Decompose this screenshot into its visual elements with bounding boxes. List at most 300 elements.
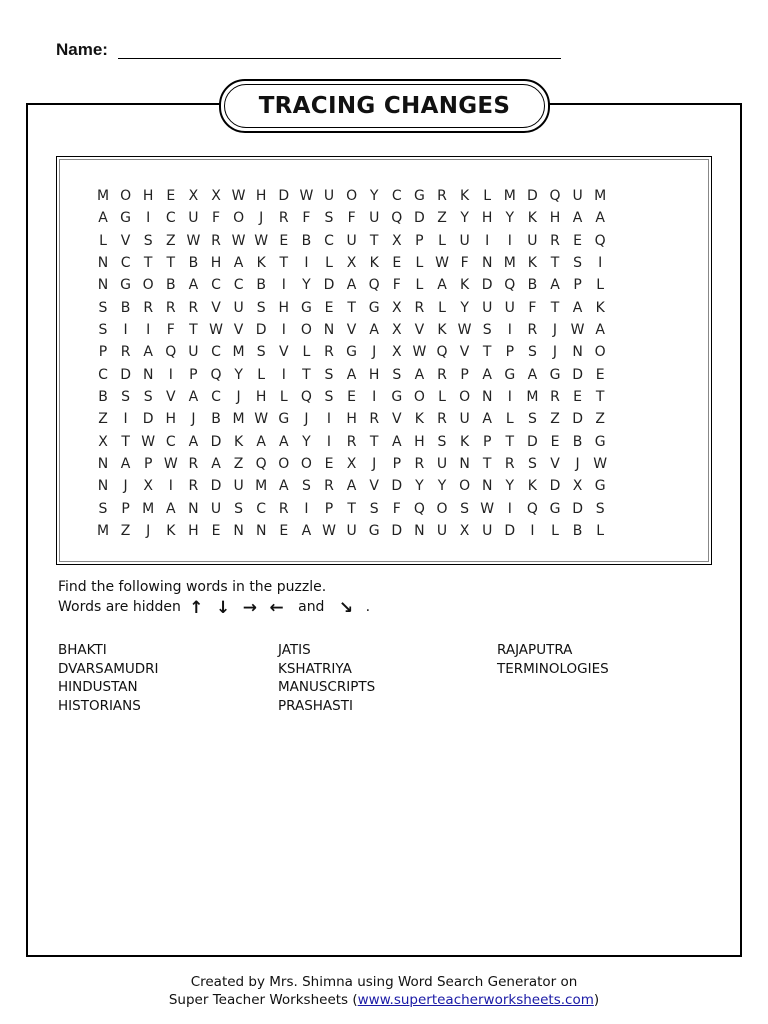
puzzle-cell[interactable]: Y [505,210,515,227]
puzzle-cell[interactable]: O [436,500,448,517]
puzzle-cell[interactable]: A [527,366,538,383]
puzzle-cell[interactable]: Z [233,455,244,472]
puzzle-cell[interactable]: T [302,366,311,383]
puzzle-cell[interactable]: F [166,321,175,338]
puzzle-cell[interactable]: G [120,277,132,294]
puzzle-cell[interactable]: J [191,411,196,428]
puzzle-cell[interactable]: Z [437,210,447,227]
puzzle-cell[interactable]: I [281,277,286,294]
puzzle-cell[interactable]: D [323,277,335,294]
puzzle-cell[interactable]: N [459,455,470,472]
puzzle-cell[interactable]: D [527,188,538,204]
puzzle-cell[interactable]: G [549,366,561,383]
puzzle-cell[interactable]: D [210,433,222,450]
puzzle-cell[interactable]: F [392,500,401,517]
puzzle-cell[interactable]: E [324,455,334,472]
puzzle-cell[interactable]: J [552,344,558,361]
puzzle-cell[interactable]: E [595,366,605,383]
puzzle-cell[interactable]: A [346,277,357,294]
puzzle-cell[interactable]: Z [120,522,131,539]
puzzle-cell[interactable]: Q [210,366,222,383]
puzzle-cell[interactable]: G [368,522,380,539]
puzzle-cell[interactable]: C [165,433,176,450]
puzzle-cell[interactable]: H [368,366,380,383]
puzzle-cell[interactable]: A [482,366,492,383]
puzzle-cell[interactable]: X [98,433,108,450]
puzzle-cell[interactable]: S [98,321,108,338]
puzzle-cell[interactable]: S [324,388,334,405]
puzzle-cell[interactable]: P [324,500,334,517]
puzzle-cell[interactable]: I [326,411,332,428]
puzzle-cell[interactable]: D [391,522,403,539]
puzzle-cell[interactable]: R [346,433,357,450]
puzzle-cell[interactable]: H [255,388,267,405]
puzzle-cell[interactable]: R [211,232,221,249]
puzzle-cell[interactable]: W [231,232,246,249]
puzzle-cell[interactable]: I [507,500,512,517]
puzzle-cell[interactable]: G [594,478,606,495]
puzzle-cell[interactable]: A [595,210,605,227]
puzzle-cell[interactable]: M [96,188,110,204]
puzzle-cell[interactable]: O [233,210,245,227]
puzzle-cell[interactable]: V [346,321,357,338]
puzzle-cell[interactable]: N [97,478,109,495]
puzzle-cell[interactable]: I [168,366,173,383]
puzzle-cell[interactable]: U [188,344,199,361]
puzzle-cell[interactable]: R [437,188,447,204]
puzzle-cell[interactable]: Y [369,188,379,204]
puzzle-cell[interactable]: R [504,455,515,472]
puzzle-cell[interactable]: R [165,299,176,316]
puzzle-cell[interactable]: G [346,344,358,361]
puzzle-cell[interactable]: N [414,522,425,539]
puzzle-cell[interactable]: W [299,188,314,204]
puzzle-cell[interactable]: E [324,299,334,316]
puzzle-cell[interactable]: U [572,188,583,204]
puzzle-cell[interactable]: H [210,254,222,271]
puzzle-cell[interactable]: S [143,388,153,405]
puzzle-cell[interactable]: Q [255,455,267,472]
puzzle-cell[interactable]: L [99,232,107,249]
puzzle-cell[interactable]: J [236,388,241,405]
puzzle-cell[interactable]: S [256,344,266,361]
puzzle-cell[interactable]: F [460,254,469,271]
puzzle-cell[interactable]: A [595,321,605,338]
puzzle-cell[interactable]: A [188,388,199,405]
puzzle-cell[interactable]: I [507,388,512,405]
puzzle-cell[interactable]: E [166,188,176,204]
puzzle-cell[interactable]: H [188,522,199,539]
puzzle-cell[interactable]: R [188,299,199,316]
puzzle-cell[interactable]: P [98,344,108,361]
puzzle-cell[interactable]: J [552,321,558,338]
puzzle-cell[interactable]: O [413,388,425,405]
puzzle-cell[interactable]: I [598,254,603,271]
puzzle-cell[interactable]: N [188,500,199,517]
puzzle-cell[interactable]: Q [436,344,448,361]
puzzle-cell[interactable]: G [278,411,290,428]
puzzle-cell[interactable]: E [550,433,560,450]
puzzle-cell[interactable]: O [300,321,312,338]
puzzle-cell[interactable]: F [392,277,401,294]
puzzle-cell[interactable]: E [347,388,357,405]
puzzle-cell[interactable]: H [142,188,154,204]
puzzle-cell[interactable]: R [437,411,447,428]
puzzle-cell[interactable]: I [281,321,286,338]
puzzle-cell[interactable]: D [572,500,583,517]
puzzle-cell[interactable]: S [573,254,583,271]
puzzle-cell[interactable]: H [414,433,425,450]
puzzle-cell[interactable]: P [143,455,153,472]
puzzle-cell[interactable]: A [414,366,425,383]
puzzle-cell[interactable]: Y [415,478,424,495]
puzzle-cell[interactable]: R [550,388,560,405]
puzzle-cell[interactable]: E [211,522,221,539]
puzzle-cell[interactable]: L [438,232,446,249]
puzzle-cell[interactable]: X [346,455,357,472]
puzzle-cell[interactable]: W [141,433,156,450]
puzzle-cell[interactable]: H [549,210,561,227]
puzzle-cell[interactable]: A [301,522,312,539]
puzzle-cell[interactable]: B [572,522,583,539]
puzzle-cell[interactable]: R [188,478,199,495]
puzzle-cell[interactable]: T [369,232,379,249]
puzzle-cell[interactable]: G [391,388,403,405]
puzzle-cell[interactable]: W [254,232,269,249]
puzzle-cell[interactable]: Q [165,344,177,361]
puzzle-cell[interactable]: U [369,210,380,227]
name-input-line[interactable] [118,58,561,59]
puzzle-cell[interactable]: A [256,433,266,450]
puzzle-cell[interactable]: D [481,277,493,294]
puzzle-cell[interactable]: X [392,299,402,316]
puzzle-cell[interactable]: L [551,522,559,539]
puzzle-cell[interactable]: C [120,254,131,271]
puzzle-cell[interactable]: K [369,254,379,271]
puzzle-cell[interactable]: W [570,321,585,338]
puzzle-cell[interactable]: U [527,232,538,249]
puzzle-cell[interactable]: C [98,366,108,383]
puzzle-cell[interactable]: N [255,522,267,539]
puzzle-cell[interactable]: S [121,388,131,405]
puzzle-cell[interactable]: N [323,321,335,338]
puzzle-cell[interactable]: Z [166,232,176,249]
puzzle-cell[interactable]: Y [234,366,243,383]
puzzle-cell[interactable]: V [211,299,221,316]
puzzle-cell[interactable]: X [392,344,402,361]
puzzle-cell[interactable]: Y [437,478,447,495]
puzzle-cell[interactable]: G [413,188,425,204]
puzzle-cell[interactable]: T [369,433,379,450]
puzzle-cell[interactable]: Q [549,188,561,204]
puzzle-cell[interactable]: R [369,411,380,428]
puzzle-cell[interactable]: V [233,321,244,338]
puzzle-cell[interactable]: L [596,277,605,294]
puzzle-cell[interactable]: G [504,366,516,383]
puzzle-cell[interactable]: I [304,254,309,271]
puzzle-cell[interactable]: V [279,344,289,361]
puzzle-cell[interactable]: W [457,321,472,338]
puzzle-cell[interactable]: Q [594,232,606,249]
puzzle-cell[interactable]: K [460,188,470,204]
puzzle-cell[interactable]: O [594,344,606,361]
puzzle-cell[interactable]: S [392,366,402,383]
puzzle-cell[interactable]: R [414,299,425,316]
puzzle-cell[interactable]: G [594,433,606,450]
puzzle-cell[interactable]: K [256,254,266,271]
puzzle-cell[interactable]: H [346,411,357,428]
puzzle-cell[interactable]: P [482,433,492,450]
puzzle-cell[interactable]: W [254,411,269,428]
puzzle-cell[interactable]: S [482,321,492,338]
puzzle-cell[interactable]: M [232,344,245,361]
puzzle-cell[interactable]: K [437,321,447,338]
puzzle-cell[interactable]: T [143,254,153,271]
puzzle-cell[interactable]: U [188,210,199,227]
puzzle-cell[interactable]: D [278,188,290,204]
puzzle-cell[interactable]: K [527,254,537,271]
puzzle-cell[interactable]: S [143,232,153,249]
puzzle-cell[interactable]: Q [526,500,538,517]
puzzle-cell[interactable]: Z [595,411,605,428]
puzzle-cell[interactable]: S [98,299,108,316]
puzzle-cell[interactable]: I [372,388,377,405]
puzzle-cell[interactable]: P [189,366,198,383]
puzzle-cell[interactable]: D [255,321,267,338]
puzzle-cell[interactable]: J [259,210,264,227]
puzzle-cell[interactable]: G [120,210,132,227]
puzzle-cell[interactable]: B [301,232,312,249]
puzzle-cell[interactable]: T [166,254,176,271]
puzzle-cell[interactable]: H [255,188,267,204]
puzzle-cell[interactable]: E [573,388,583,405]
puzzle-cell[interactable]: O [278,455,290,472]
puzzle-cell[interactable]: K [166,522,176,539]
footer-link[interactable]: www.superteacherworksheets.com [357,992,594,1008]
puzzle-cell[interactable]: W [163,455,178,472]
puzzle-cell[interactable]: K [460,433,470,450]
puzzle-cell[interactable]: T [121,433,130,450]
puzzle-cell[interactable]: M [255,478,268,495]
puzzle-cell[interactable]: L [257,366,266,383]
puzzle-cell[interactable]: W [593,455,608,472]
puzzle-cell[interactable]: W [231,188,246,204]
puzzle-cell[interactable]: S [527,344,537,361]
puzzle-cell[interactable]: C [211,344,221,361]
puzzle-cell[interactable]: N [481,478,493,495]
puzzle-cell[interactable]: W [480,500,495,517]
puzzle-cell[interactable]: S [595,500,605,517]
puzzle-cell[interactable]: B [165,277,176,294]
puzzle-cell[interactable]: U [482,522,493,539]
puzzle-cell[interactable]: B [527,277,538,294]
puzzle-cell[interactable]: M [503,188,516,204]
puzzle-cell[interactable]: R [188,455,199,472]
puzzle-cell[interactable]: B [120,299,131,316]
puzzle-cell[interactable]: A [188,433,199,450]
puzzle-cell[interactable]: A [120,455,131,472]
puzzle-cell[interactable]: V [459,344,470,361]
puzzle-cell[interactable]: S [460,500,470,517]
puzzle-cell[interactable]: V [166,388,176,405]
puzzle-cell[interactable]: S [324,210,334,227]
puzzle-cell[interactable]: A [572,210,583,227]
puzzle-cell[interactable]: T [482,344,492,361]
puzzle-cell[interactable]: A [346,366,357,383]
puzzle-cell[interactable]: I [123,411,128,428]
puzzle-cell[interactable]: D [391,478,403,495]
puzzle-cell[interactable]: A [550,277,560,294]
puzzle-cell[interactable]: D [414,210,425,227]
puzzle-cell[interactable]: D [572,411,583,428]
puzzle-cell[interactable]: P [392,455,402,472]
puzzle-cell[interactable]: U [323,188,335,204]
puzzle-cell[interactable]: L [438,299,446,316]
puzzle-cell[interactable]: D [120,366,131,383]
puzzle-cell[interactable]: R [120,344,131,361]
puzzle-cell[interactable]: C [233,277,244,294]
puzzle-cell[interactable]: R [324,344,334,361]
puzzle-cell[interactable]: K [595,299,605,316]
puzzle-cell[interactable]: D [504,522,516,539]
puzzle-cell[interactable]: O [120,188,132,204]
puzzle-cell[interactable]: W [435,254,449,271]
puzzle-cell[interactable]: L [325,254,333,271]
puzzle-cell[interactable]: Q [391,210,403,227]
puzzle-cell[interactable]: D [527,433,538,450]
puzzle-cell[interactable]: V [550,455,560,472]
puzzle-cell[interactable]: T [505,433,515,450]
puzzle-cell[interactable]: A [98,210,108,227]
puzzle-cell[interactable]: X [188,188,199,204]
puzzle-cell[interactable]: V [414,321,425,338]
puzzle-cell[interactable]: H [481,210,493,227]
puzzle-cell[interactable]: Q [504,277,516,294]
puzzle-cell[interactable]: T [347,299,356,316]
puzzle-cell[interactable]: P [460,366,469,383]
puzzle-cell[interactable]: R [550,232,560,249]
puzzle-cell[interactable]: D [210,478,222,495]
puzzle-cell[interactable]: R [437,366,447,383]
puzzle-cell[interactable]: T [550,254,560,271]
puzzle-cell[interactable]: V [369,478,379,495]
puzzle-cell[interactable]: C [324,232,334,249]
puzzle-cell[interactable]: N [97,254,109,271]
puzzle-cell[interactable]: L [438,388,446,405]
puzzle-cell[interactable]: M [96,522,110,539]
puzzle-cell[interactable]: N [481,388,493,405]
puzzle-cell[interactable]: I [485,232,490,249]
puzzle-cell[interactable]: F [302,210,311,227]
puzzle-cell[interactable]: N [233,522,244,539]
puzzle-cell[interactable]: X [572,478,583,495]
puzzle-cell[interactable]: F [528,299,537,316]
puzzle-cell[interactable]: U [346,522,357,539]
puzzle-cell[interactable]: P [573,277,582,294]
puzzle-cell[interactable]: L [596,522,605,539]
puzzle-cell[interactable]: E [573,232,583,249]
puzzle-cell[interactable]: A [233,254,244,271]
puzzle-cell[interactable]: R [278,210,289,227]
puzzle-cell[interactable]: X [392,232,402,249]
puzzle-cell[interactable]: A [188,277,199,294]
puzzle-cell[interactable]: D [549,478,561,495]
puzzle-cell[interactable]: O [459,388,471,405]
puzzle-cell[interactable]: K [527,478,537,495]
puzzle-cell[interactable]: Y [460,210,469,227]
puzzle-cell[interactable]: Q [300,388,312,405]
puzzle-cell[interactable]: J [372,455,377,472]
puzzle-cell[interactable]: G [549,500,561,517]
puzzle-cell[interactable]: Z [98,411,108,428]
puzzle-cell[interactable]: U [233,299,244,316]
puzzle-cell[interactable]: R [278,500,289,517]
puzzle-cell[interactable]: U [233,478,244,495]
puzzle-cell[interactable]: R [324,478,334,495]
puzzle-cell[interactable]: I [281,366,286,383]
puzzle-cell[interactable]: I [530,522,535,539]
puzzle-cell[interactable]: U [459,232,470,249]
puzzle-cell[interactable]: E [279,232,289,249]
puzzle-cell[interactable]: U [436,522,448,539]
puzzle-cell[interactable]: U [210,500,222,517]
puzzle-cell[interactable]: Q [413,500,425,517]
puzzle-cell[interactable]: A [166,500,176,517]
puzzle-cell[interactable]: T [347,500,356,517]
puzzle-cell[interactable]: K [414,411,424,428]
puzzle-cell[interactable]: M [142,500,155,517]
puzzle-cell[interactable]: Y [505,478,515,495]
puzzle-cell[interactable]: A [572,299,583,316]
puzzle-cell[interactable]: S [324,366,334,383]
puzzle-cell[interactable]: D [572,366,583,383]
puzzle-cell[interactable]: U [436,455,448,472]
puzzle-cell[interactable]: Y [302,277,311,294]
puzzle-cell[interactable]: O [300,455,312,472]
puzzle-cell[interactable]: G [368,299,380,316]
puzzle-cell[interactable]: I [507,232,512,249]
puzzle-cell[interactable]: S [527,455,537,472]
puzzle-cell[interactable]: W [412,344,427,361]
puzzle-cell[interactable]: A [279,433,289,450]
puzzle-cell[interactable]: H [278,299,290,316]
puzzle-cell[interactable]: C [165,210,176,227]
puzzle-cell[interactable]: I [123,321,128,338]
puzzle-cell[interactable]: S [527,411,537,428]
puzzle-cell[interactable]: A [143,344,153,361]
puzzle-cell[interactable]: R [527,321,538,338]
puzzle-cell[interactable]: Q [368,277,380,294]
puzzle-cell[interactable]: A [369,321,379,338]
puzzle-cell[interactable]: W [209,321,223,338]
puzzle-cell[interactable]: Z [550,411,560,428]
puzzle-cell[interactable]: T [189,321,198,338]
puzzle-cell[interactable]: T [550,299,560,316]
puzzle-cell[interactable]: A [482,411,492,428]
puzzle-cell[interactable]: F [347,210,356,227]
puzzle-cell[interactable]: M [594,188,607,204]
puzzle-cell[interactable]: B [188,254,199,271]
puzzle-cell[interactable]: R [143,299,154,316]
puzzle-cell[interactable]: B [256,277,266,294]
puzzle-cell[interactable]: B [572,433,583,450]
puzzle-cell[interactable]: N [481,254,493,271]
puzzle-cell[interactable]: W [322,522,336,539]
puzzle-cell[interactable]: I [507,321,512,338]
puzzle-cell[interactable]: Y [302,433,311,450]
puzzle-cell[interactable]: L [415,277,424,294]
puzzle-cell[interactable]: S [301,478,311,495]
